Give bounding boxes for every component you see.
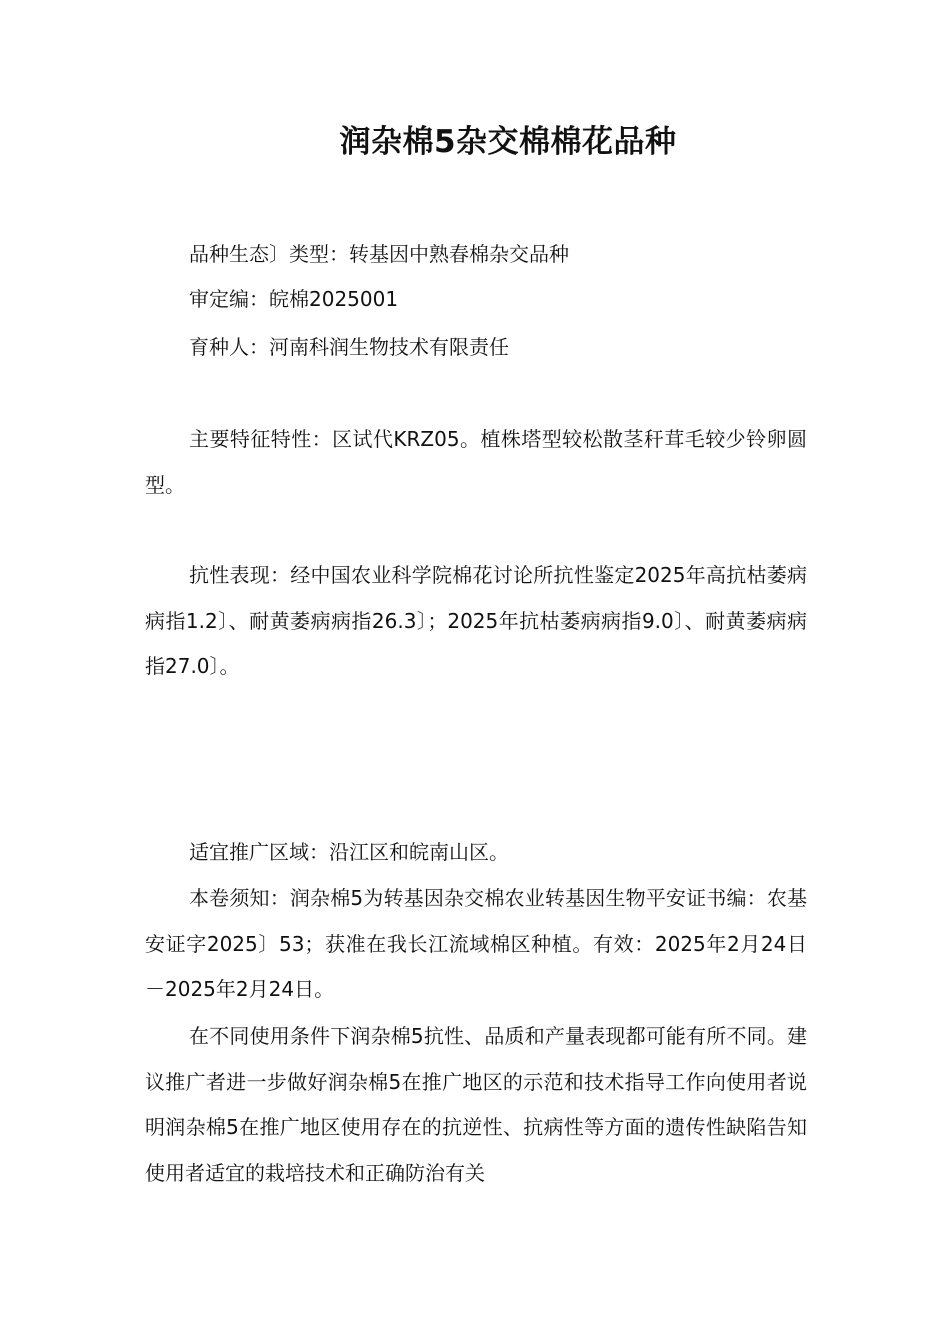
resistance-text: 抗性表现：经中国农业科学院棉花讨论所抗性鉴定2025年高抗枯萎病病指1.2〕、耐黄萎病病指26.3〕；2025年抗枯萎病病指9.0〕、耐黄萎病病指27.0〕。	[145, 563, 807, 678]
variety-type-line	[145, 232, 807, 278]
features-paragraph	[145, 417, 807, 508]
notice-paragraph	[145, 876, 807, 1013]
variety-type-text: 品种生态〕类型：转基因中熟春棉杂交品种	[189, 242, 569, 266]
breeder-line	[145, 325, 807, 371]
region-line	[145, 830, 807, 876]
advice-paragraph	[145, 1014, 807, 1196]
document-title: 润杂棉5杂交棉棉花品种	[339, 124, 677, 160]
notice-text: 本卷须知：润杂棉5为转基因杂交棉农业转基因生物平安证书编：农基安证字2025〕53；获准在我长江流域棉区种植。有效：2025年2月24日－2025年2月24日。	[145, 886, 807, 1001]
breeder-text: 育种人：河南科润生物技术有限责任	[189, 335, 509, 359]
resistance-paragraph	[145, 553, 807, 690]
approval-number-line	[145, 277, 807, 323]
advice-text: 在不同使用条件下润杂棉5抗性、品质和产量表现都可能有所不同。建议推广者进一步做好润杂棉5在推广地区的示范和技术指导工作向使用者说明润杂棉5在推广地区使用存在的抗逆性、抗病性等方面的遗传性缺陷告知使用者适宜的栽培技术和正确防治有关	[145, 1024, 807, 1185]
approval-number-text: 审定编：皖棉2025001	[189, 287, 399, 311]
region-text: 适宜推广区域：沿江区和皖南山区。	[189, 840, 509, 864]
features-text: 主要特征特性：区试代KRZ05。植株塔型较松散茎秆茸毛较少铃卵圆型。	[145, 427, 807, 497]
